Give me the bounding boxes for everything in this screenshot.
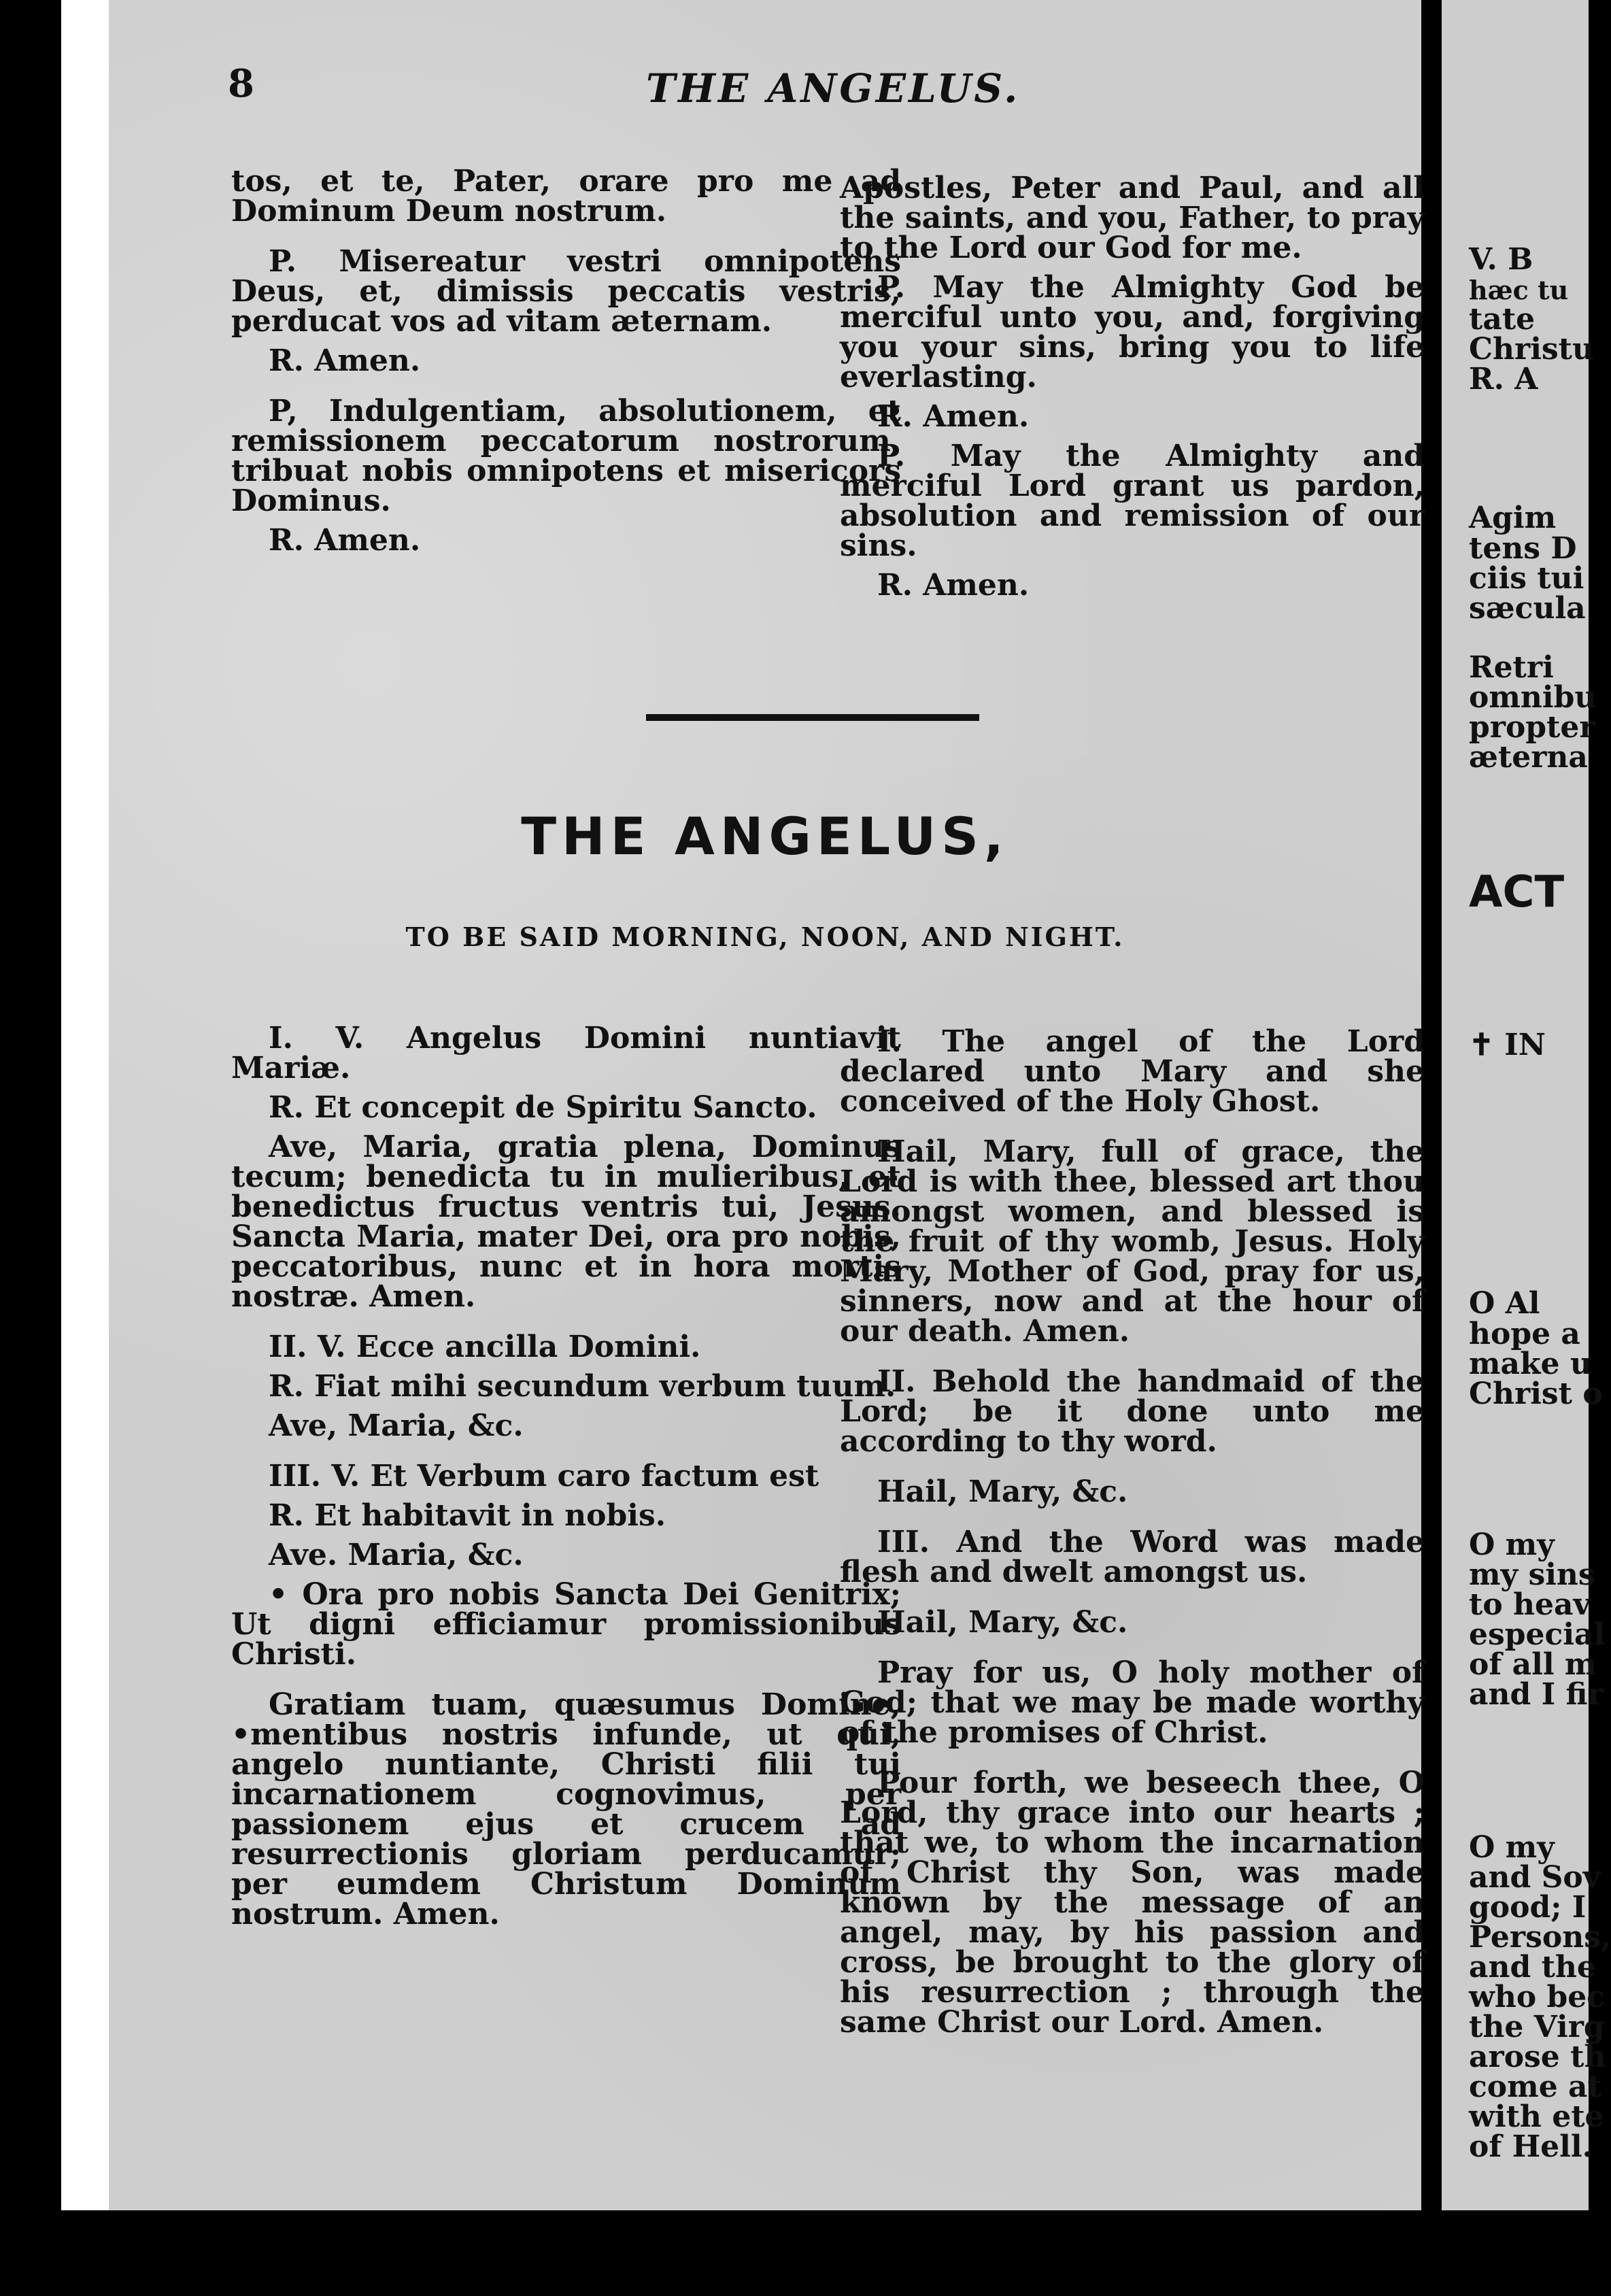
fragment-line: Christ o (1469, 1377, 1603, 1411)
paragraph: R. Amen. (877, 399, 1030, 434)
running-title: THE ANGELUS. (646, 65, 1021, 112)
fragment-line: Persons, (1469, 1920, 1611, 1955)
fragment-line: hæc tu (1469, 275, 1569, 305)
page-number: 8 (228, 61, 254, 106)
paragraph: Ave. Maria, &c. (269, 1538, 524, 1572)
fragment-line: tate (1469, 302, 1536, 337)
section-title: THE ANGELUS, (521, 806, 1009, 866)
fragment-line: arose th (1469, 2040, 1606, 2074)
paragraph: R. Et concepit de Spiritu Sancto. (269, 1090, 817, 1125)
fragment-line: and Sov (1469, 1860, 1601, 1895)
fragment-line: hope a (1469, 1317, 1580, 1351)
paragraph: P. May the Almighty God be merciful unto you, and, forgiving you your sins, bring you to life everlasting. (840, 270, 1425, 394)
fragment-line: O my (1469, 1830, 1555, 1865)
paragraph: Gratiam tuam, quæsumus Domine, •mentibus nostris infunde, ut qui, angelo nuntiante, Christi filii tui incarnationem cognovimus, per passionem ejus et crucem ad resurrectionis gloriam perducamur; per eumdem Christum Dominum nostrum. Amen. (231, 1687, 901, 1931)
paragraph: II. Behold the handmaid of the Lord; be it done unto me according to thy word. (840, 1364, 1425, 1459)
paragraph: Ave, Maria, &c. (269, 1408, 524, 1443)
page-header (109, 61, 1421, 116)
angelus-latin-column (231, 1021, 901, 1950)
fragment-heading: ACT (1469, 867, 1565, 917)
paragraph: • Ora pro nobis Sancta Dei Genitrix; Ut digni efficiamur promissionibus Christi. (231, 1577, 901, 1672)
fragment-line: omnibu (1469, 680, 1597, 715)
paragraph: III. And the Word was made flesh and dwelt amongst us. (840, 1525, 1425, 1589)
fragment-line: of all m (1469, 1647, 1597, 1682)
paragraph: R. Amen. (269, 343, 421, 378)
paragraph: R. Et habitavit in nobis. (269, 1498, 666, 1533)
fragment-line: O Al (1469, 1286, 1540, 1321)
paragraph: I. The angel of the Lord declared unto Mary and she conceived of the Holy Ghost. (840, 1024, 1425, 1119)
fragment-line: and I fir (1469, 1677, 1604, 1712)
fragment-line: tens D (1469, 531, 1577, 566)
paragraph: R. Fiat mihi secundum verbum tuum. (269, 1369, 896, 1404)
fragment-line: especial (1469, 1617, 1606, 1652)
fragment-line: with ete (1469, 2099, 1604, 2134)
fragment-line: come at (1469, 2070, 1601, 2104)
fragment-line: sæcula (1469, 591, 1586, 626)
fragment-line: Retri (1469, 650, 1554, 685)
paragraph: Hail, Mary, &c. (877, 1474, 1128, 1509)
fragment-line: who bec (1469, 1980, 1606, 2014)
section-subtitle: TO BE SAID MORNING, NOON, AND NIGHT. (405, 922, 1125, 952)
scanned-page (109, 0, 1425, 2210)
paragraph: P. Misereatur vestri omnipotens Deus, et, dimissis peccatis vestris, perducat vos ad vitam æternam. (231, 244, 901, 339)
angelus-english-column (840, 1024, 1425, 2058)
paragraph: Hail, Mary, &c. (877, 1605, 1128, 1640)
fragment-line: Agim (1469, 501, 1557, 535)
confiteor-latin-column (231, 164, 901, 576)
paragraph: Ave, Maria, gratia plena, Dominus tecum; benedicta tu in mulieribus, et benedictus fructus ventris tui, Jesus. Sancta Maria, mater Dei, ora pro nobis, peccatoribus, nunc et in hora mortis nostræ. Amen. (231, 1130, 901, 1314)
paragraph: Pour forth, we beseech thee, O Lord, thy grace into our hearts ; that we, to whom the incarnation of Christ thy Son, was made known by the message of an angel, may, by his passion and cross, be brought to the glory of his resurrection ; through the same Christ our Lord. Amen. (840, 1766, 1425, 2040)
fragment-line: R. A (1469, 362, 1538, 396)
paragraph: Apostles, Peter and Paul, and all the saints, and you, Father, to pray to the Lord our God for me. (840, 171, 1425, 265)
fragment-line: the Virg (1469, 2010, 1605, 2044)
paragraph: tos, et te, Pater, orare pro me ad Dominum Deum nostrum. (231, 164, 901, 229)
adjacent-page-fragment (1442, 0, 1611, 2210)
paragraph: R. Amen. (269, 523, 421, 558)
fragment-line: to heav (1469, 1587, 1591, 1622)
fragment-line: ciis tui (1469, 561, 1584, 596)
paragraph: P. May the Almighty and merciful Lord grant us pardon, absolution and remission of our sins. (840, 439, 1425, 563)
fragment-line: V. B (1469, 242, 1533, 277)
fragment-line: of Hell. (1469, 2129, 1593, 2164)
paragraph: R. Amen. (877, 568, 1030, 603)
paragraph: II. V. Ecce ancilla Domini. (269, 1330, 701, 1364)
fragment-line: make u (1469, 1347, 1592, 1381)
fragment-line: æterna (1469, 740, 1588, 775)
paragraph: III. V. Et Verbum caro factum est (269, 1459, 819, 1493)
paragraph: Pray for us, O holy mother of God; that we may be made worthy of the promises of Christ. (840, 1655, 1425, 1750)
fragment-line: ✝ IN (1469, 1028, 1546, 1062)
section-divider (646, 714, 979, 721)
fragment-line: Christu (1469, 332, 1594, 367)
fragment-line: my sins (1469, 1557, 1595, 1592)
confiteor-english-column (840, 173, 1425, 621)
fragment-line: and the (1469, 1950, 1596, 1985)
fragment-line: good; I (1469, 1890, 1587, 1925)
fragment-line: propter (1469, 710, 1595, 745)
page-edge-strip (61, 0, 109, 2210)
paragraph: P, Indulgentiam, absolutionem, et remissionem peccatorum nostrorum, tribuat nobis omnipotens et misericors Dominus. (231, 394, 901, 518)
fragment-line: O my (1469, 1527, 1555, 1562)
paragraph: Hail, Mary, full of grace, the Lord is with thee, blessed art thou amongst women, and blessed is the fruit of thy womb, Jesus. Holy Mary, Mother of God, pray for us, sinners, now and at the hour of our death. Amen. (840, 1134, 1425, 1349)
paragraph: I. V. Angelus Domini nuntiavit Mariæ. (231, 1021, 901, 1085)
